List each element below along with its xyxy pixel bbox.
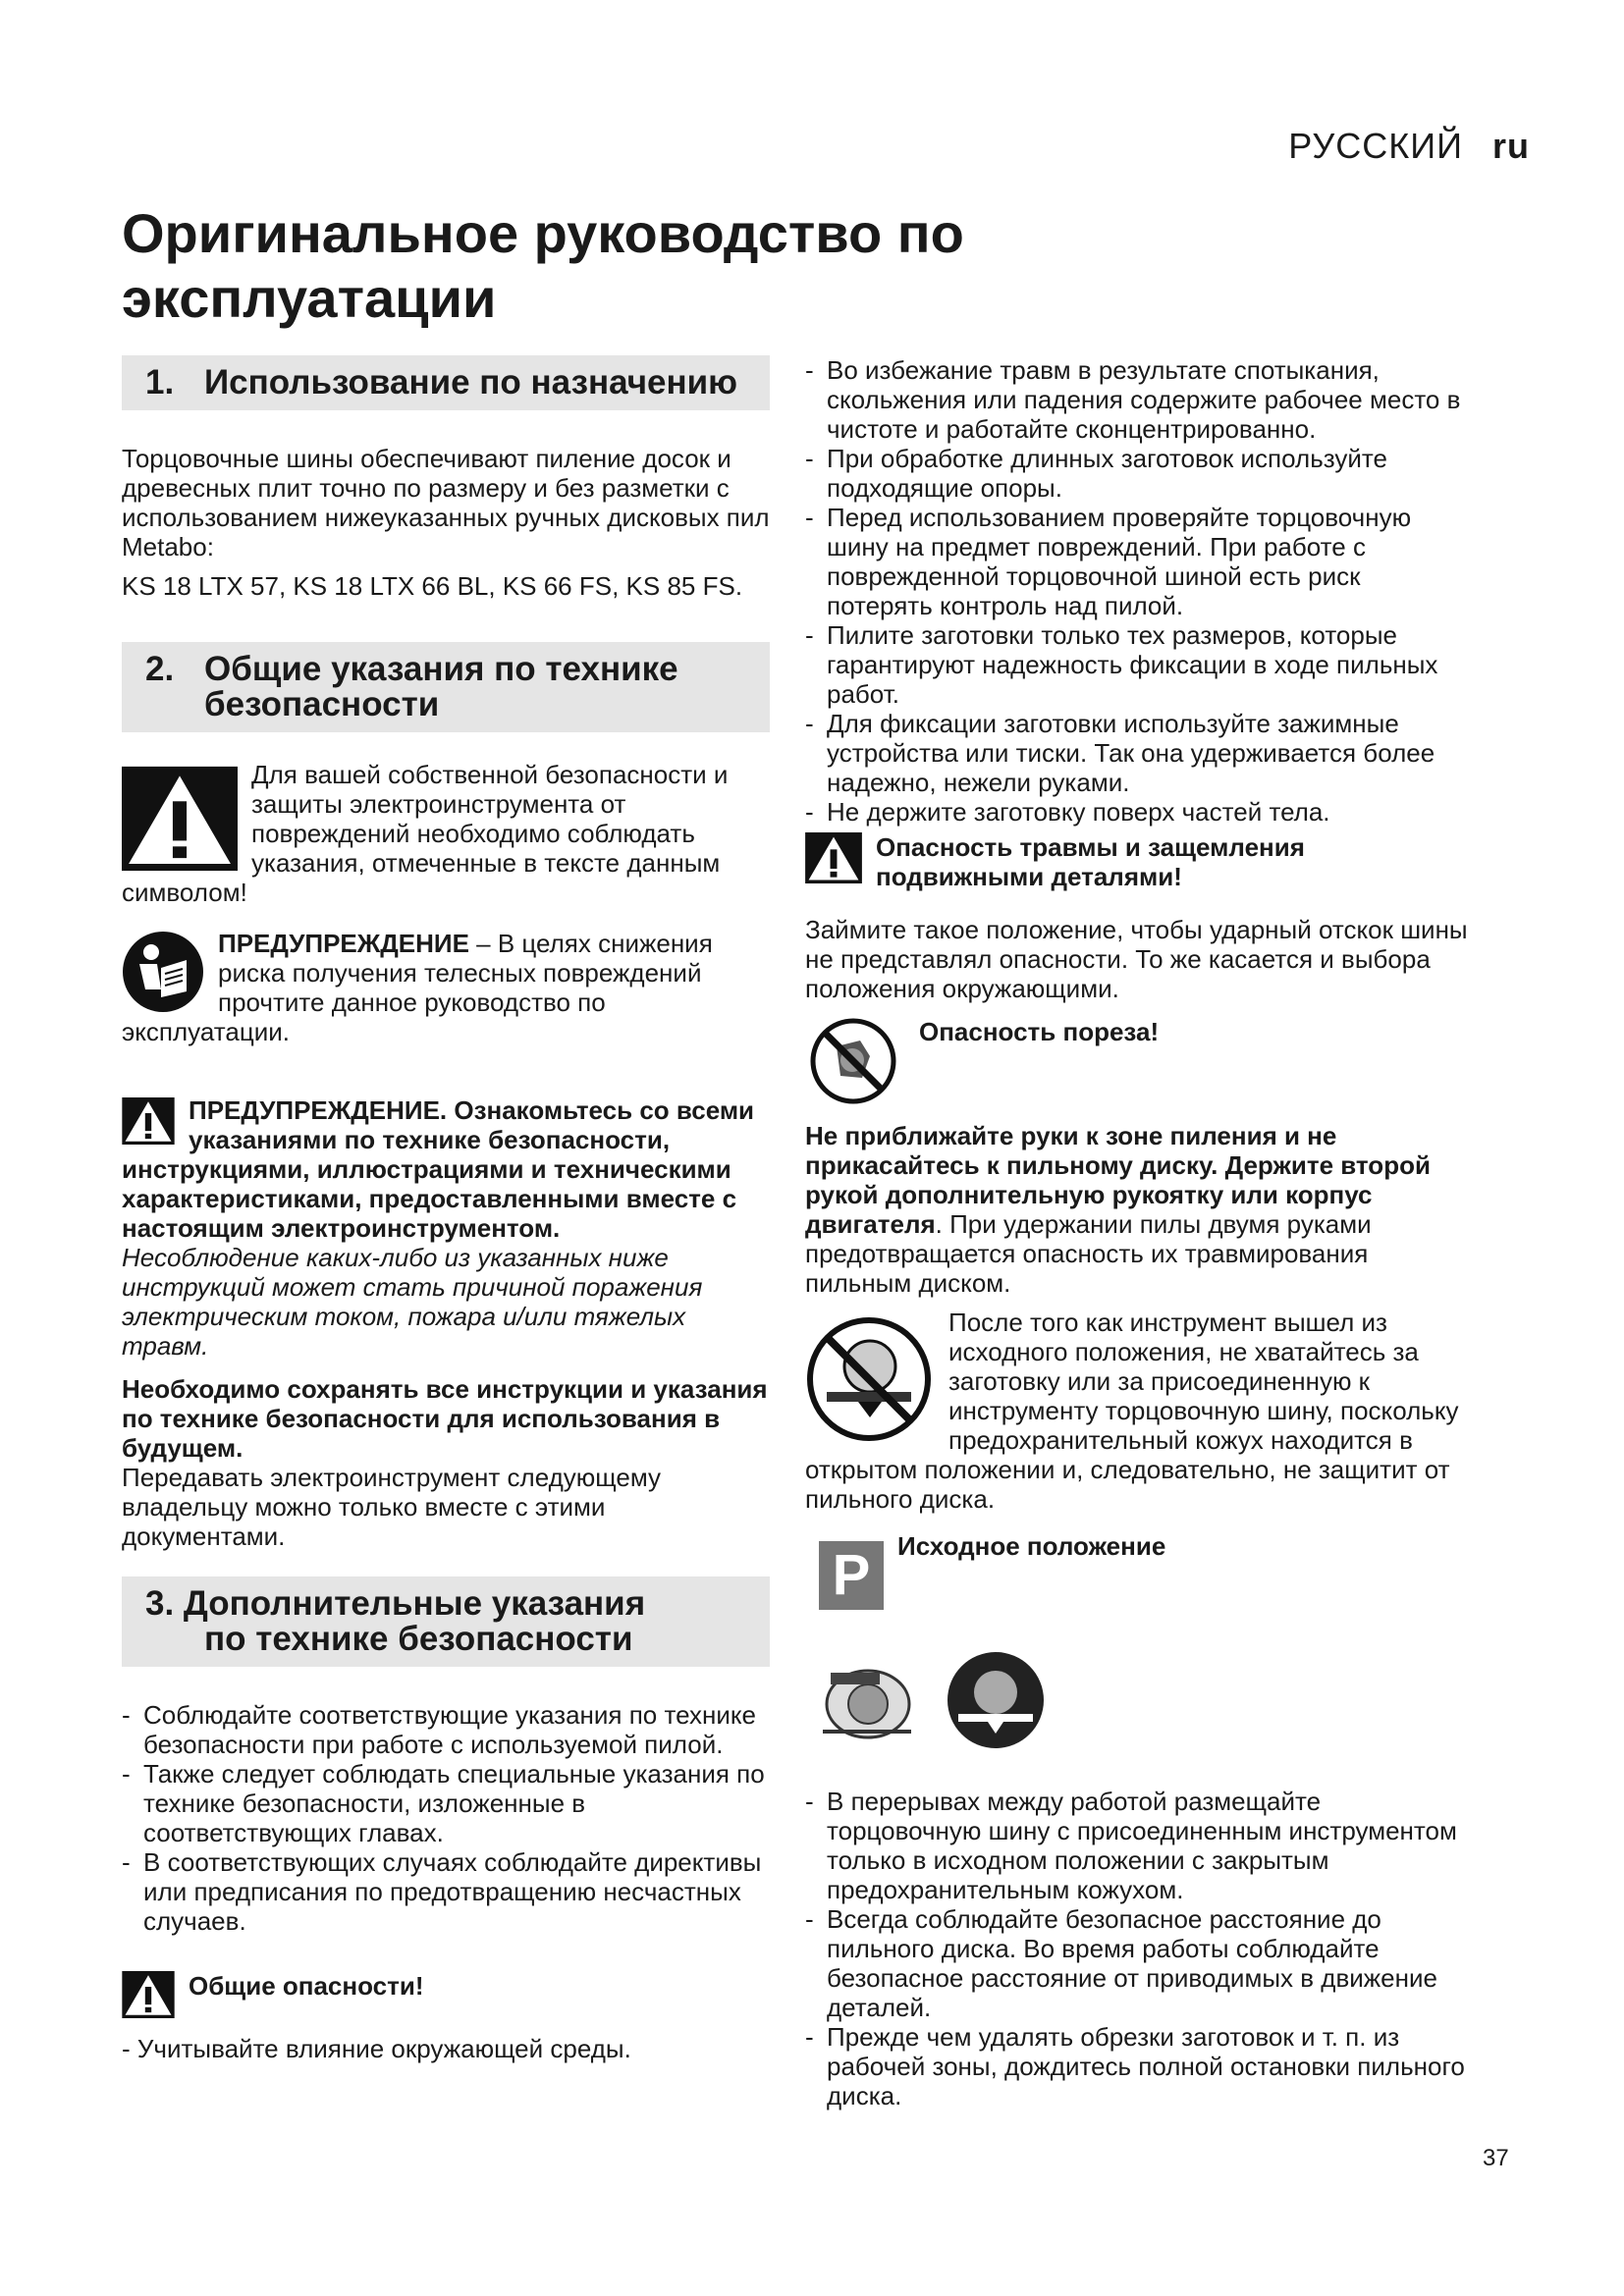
- after-start-block: [805, 1308, 1473, 1523]
- environment-item: - Учитывайте влияние окружающей среды.: [122, 2034, 631, 2063]
- warning-triangle-icon: [122, 1097, 175, 1145]
- after-start-text: После того как инструмент вышел из исходного положения, не хватайтесь за заготовку или за присоединенную к инструменту торцовочную шину, поскольку предохранительный кожух находится в открытом положении и, следовательно, не защитит от пильного диска.: [805, 1308, 1459, 1514]
- cut-danger-heading: Опасность пореза!: [919, 1017, 1160, 1046]
- guard-closed-icon: [945, 1649, 1047, 1751]
- hand-over-text: Передавать электроинструмент следующему владельцу можно только вместе с этими документами.: [122, 1463, 661, 1551]
- language-code: ru: [1492, 126, 1530, 166]
- list-item: - Для фиксации заготовки используйте зажимные устройства или тиски. Так она удерживается более надежно, нежели руками.: [805, 709, 1473, 797]
- park-position-block: [805, 1531, 1473, 1610]
- parking-letter: P: [832, 1543, 871, 1607]
- cut-danger-text: [805, 1121, 1473, 1298]
- language-label: [1288, 126, 1530, 167]
- list-item: - Также следует соблюдать специальные указания по технике безопасности, изложенные в соответствующих главах.: [122, 1759, 770, 1847]
- saw-illustration-icon: [813, 1653, 921, 1751]
- pinch-danger-heading: Опасность травмы и защемления подвижными деталями!: [876, 832, 1305, 891]
- section-2-heading: [145, 652, 770, 722]
- pinch-danger-text: Займите такое положение, чтобы ударный отскок шины не представлял опасности. То же касается и выбора положения окружающими.: [805, 915, 1468, 1003]
- page-title: Оригинальное руководство по эксплуатации: [122, 202, 964, 329]
- section-2-heading-box: [122, 642, 770, 732]
- section-2-title: Общие указания по технике безопасности: [204, 650, 678, 723]
- right-column: [805, 355, 1473, 2110]
- section-1-heading-box: [122, 355, 770, 410]
- warning-consequence-text: Несоблюдение каких-либо из указанных ниже инструкций может стать причиной поражения электрическим током, пожара и/или тяжелых травм.: [122, 1243, 703, 1361]
- list-item: - Всегда соблюдайте безопасное расстояние до пильного диска. Во время работы соблюдайте безопасное расстояние от приводимых в движение деталей.: [805, 1904, 1473, 2022]
- list-item: - Не держите заготовку поверх частей тела.: [805, 797, 1473, 827]
- general-dangers-block: [122, 1971, 770, 2020]
- language-name: РУССКИЙ: [1288, 126, 1463, 166]
- cut-danger-rest: . При удержании пилы двумя руками предотвращается опасность их травмирования пильным диском.: [805, 1209, 1372, 1298]
- warning-block: [122, 1095, 770, 1361]
- safety-list-bottom: [805, 1787, 1473, 2110]
- section-3-heading-box: [122, 1576, 770, 1667]
- safety-symbol-block: [122, 760, 770, 917]
- section-1-text: Торцовочные шины обеспечивают пиление досок и древесных плит точно по размеру и без разметки с использованием нижеуказанных ручных дисковых пил Metabo:: [122, 444, 770, 561]
- keep-instructions-text: Необходимо сохранять все инструкции и указания по технике безопасности для использования в будущем.: [122, 1374, 768, 1463]
- general-dangers-heading: Общие опасности!: [189, 1971, 424, 2001]
- cut-danger-block: [805, 1017, 1473, 1115]
- park-position-heading: Исходное положение: [897, 1531, 1166, 1561]
- section-1-models: KS 18 LTX 57, KS 18 LTX 66 BL, KS 66 FS, KS 85 FS.: [122, 571, 743, 601]
- parking-icon: [819, 1541, 884, 1610]
- list-item: - Во избежание травм в результате спотыкания, скольжения или падения содержите рабочее место в чистоте и работайте сконцентрированно.: [805, 355, 1473, 444]
- read-manual-block: [122, 929, 770, 1056]
- list-item: - В соответствующих случаях соблюдайте директивы или предписания по предотвращению несчастных случаев.: [122, 1847, 770, 1936]
- read-manual-icon: [122, 931, 204, 1013]
- section-1-heading: [145, 365, 770, 400]
- warning-read-all-text: ПРЕДУПРЕЖДЕНИЕ. Ознакомьтесь со всеми указаниями по технике безопасности, инструкциями, иллюстрациями и техническими характеристиками, предоставленными вместе с настоящим электроинструментом.: [122, 1095, 755, 1243]
- left-column: [122, 355, 770, 2073]
- read-manual-description: – В целях снижения риска получения телесных повреждений прочтите данное руководство по эксплуатации.: [122, 929, 713, 1046]
- pinch-danger-block: [805, 832, 1473, 901]
- warning-triangle-icon: [122, 764, 238, 874]
- section-3-title-line1: 3. Дополнительные указания: [145, 1584, 646, 1623]
- list-item: - Соблюдайте соответствующие указания по технике безопасности при работе с используемой пилой.: [122, 1700, 770, 1759]
- no-hands-icon: [809, 1017, 897, 1105]
- list-item: - Пилите заготовки только тех размеров, которые гарантируют надежность фиксации в ходе пильных работ.: [805, 620, 1473, 709]
- list-item: - При обработке длинных заготовок используйте подходящие опоры.: [805, 444, 1473, 503]
- section-3-title-line2: по технике безопасности: [204, 1620, 633, 1658]
- warning-triangle-icon: [122, 1971, 175, 2018]
- list-item: - Перед использованием проверяйте торцовочную шину на предмет повреждений. При работе с поврежденной торцовочной шиной есть риск потерять контроль над пилой.: [805, 503, 1473, 620]
- section-3-list: [122, 1700, 770, 1936]
- list-item: - Прежде чем удалять обрезки заготовок и т. п. из рабочей зоны, дождитесь полной остановки пильного диска.: [805, 2022, 1473, 2110]
- no-grab-workpiece-icon: [805, 1315, 933, 1443]
- cut-danger-bold: Не приближайте руки к зоне пиления и не прикасайтесь к пильному диску. Держите второй рукой дополнительную рукоятку или корпус двигателя: [805, 1121, 1431, 1239]
- park-illustrations: [805, 1649, 1473, 1757]
- page-number: 37: [1483, 2145, 1509, 2171]
- safety-list-top: [805, 355, 1473, 827]
- list-item: - В перерывах между работой размещайте торцовочную шину с присоединенным инструментом только в исходном положении с закрытым предохранительным кожухом.: [805, 1787, 1473, 1904]
- section-2-number: 2.: [145, 650, 175, 688]
- warning-triangle-icon: [805, 832, 862, 883]
- section-1-number: 1.: [145, 363, 175, 401]
- section-1-title: Использование по назначению: [204, 363, 738, 401]
- section-3-heading: [145, 1586, 770, 1657]
- read-manual-text: [122, 929, 770, 1046]
- warning-label: ПРЕДУПРЕЖДЕНИЕ: [218, 929, 469, 958]
- safety-symbol-text: Для вашей собственной безопасности и защиты электроинструмента от повреждений необходимо соблюдать указания, отмеченные в тексте данным символом!: [122, 760, 729, 907]
